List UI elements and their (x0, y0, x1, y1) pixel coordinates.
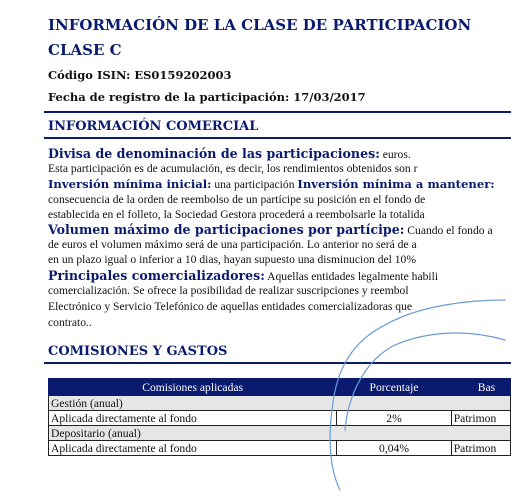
fees-table (48, 378, 511, 456)
fee-label: Aplicada directamente al fondo (49, 411, 337, 426)
inversion-mantener-label: Inversión mínima a mantener: (297, 177, 495, 191)
fee-label: Aplicada directamente al fondo (49, 441, 337, 456)
volumen-label: Volumen máximo de participaciones por partícipe: (48, 222, 405, 237)
section-title-comisiones: COMISIONES Y GASTOS (48, 344, 228, 359)
divisa-label: Divisa de denominación de las participaciones: (48, 146, 380, 161)
isin-code: Código ISIN: ES0159202003 (48, 68, 232, 82)
table-row (49, 441, 511, 456)
inversion-line (48, 177, 495, 191)
volumen-line (48, 222, 493, 237)
contrato-line: contrato.. (48, 316, 92, 329)
electronico-line: Electrónico y Servicio Telefónico de aquellas entidades comercializadoras que (48, 300, 413, 313)
divisa-value: euros. (379, 148, 411, 161)
comercializadores-line (48, 268, 438, 283)
column-header: Bas (451, 379, 510, 396)
table-row (49, 411, 511, 426)
class-title-line1: INFORMACIÓN DE LA CLASE DE PARTICIPACION (48, 16, 472, 34)
plazo-line: en un plazo igual o inferior a 10 dias, hayan supuesto una disminucion del 10% (48, 253, 417, 266)
class-title-line2: CLASE C (48, 41, 122, 59)
acumulacion-line: Esta participación es de acumulación, es decir, los rendimientos obtenidos son r (48, 162, 418, 175)
volumen-value: Cuando el fondo a (404, 224, 493, 237)
fees-header-row (49, 379, 511, 396)
group-label: Gestión (anual) (49, 396, 511, 411)
suscripciones-line: comercialización. Se ofrece la posibilidad de realizar suscripciones y reembol (48, 284, 409, 297)
header-divider (44, 111, 511, 113)
comercial-divider (44, 137, 511, 139)
group-label: Depositario (anual) (49, 426, 511, 441)
table-group-row (49, 426, 511, 441)
fee-percentage: 2% (337, 411, 451, 426)
reembolso-line: consecuencia de la orden de reembolso de un partícipe su posición en el fondo de (48, 193, 426, 206)
comisiones-divider (44, 362, 511, 364)
registration-date: Fecha de registro de la participación: 17/03/2017 (48, 90, 366, 104)
section-title-comercial: INFORMACIÓN COMERCIAL (48, 119, 259, 134)
column-header: Comisiones aplicadas (49, 379, 337, 396)
table-group-row (49, 396, 511, 411)
fee-percentage: 0,04% (337, 441, 451, 456)
divisa-line (48, 146, 411, 161)
column-header: Porcentaje (337, 379, 451, 396)
volumen-detail-line: de euros el volumen máximo será de una participación. Lo anterior no será de a (48, 238, 417, 251)
comercializadores-value: Aquellas entidades legalmente habili (264, 270, 439, 283)
inversion-minima-label: Inversión mínima inicial: (48, 177, 212, 191)
inversion-minima-value: una participación (211, 178, 298, 191)
fee-base: Patrimon (451, 441, 510, 456)
folleto-line: establecida en el folleto, la Sociedad Gestora procederá a reembolsarle la totalida (48, 208, 425, 221)
fee-base: Patrimon (451, 411, 510, 426)
comercializadores-label: Principales comercializadores: (48, 268, 265, 283)
